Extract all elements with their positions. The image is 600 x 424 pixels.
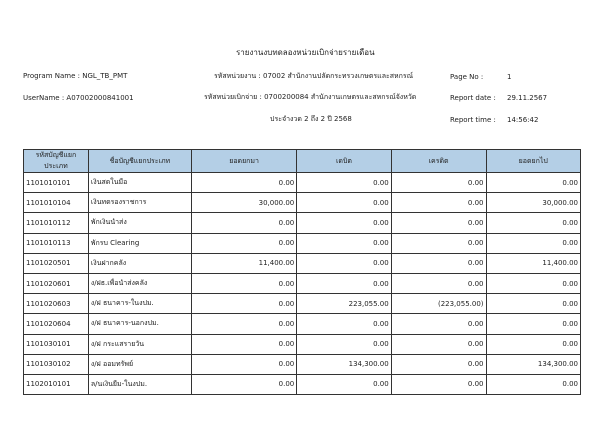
opening-balance-cell: 0.00 bbox=[191, 314, 296, 334]
closing-balance-cell: 0.00 bbox=[486, 213, 580, 233]
account-code-cell: 1102010101 bbox=[24, 374, 89, 394]
account-code-cell: 1101020501 bbox=[24, 253, 89, 273]
account-code-cell: 1101010112 bbox=[24, 213, 89, 233]
disbursement-code: รหัสหน่วยเบิกจ่าย : 0700200084 สำนักงานเกษตรและสหกรณ์จังหวัด bbox=[204, 93, 417, 101]
credit-cell: 0.00 bbox=[391, 273, 486, 293]
table-row bbox=[24, 173, 581, 193]
debit-cell: 0.00 bbox=[297, 233, 391, 253]
credit-cell: 0.00 bbox=[391, 233, 486, 253]
page-label: Page No : bbox=[450, 73, 484, 81]
opening-balance-cell: 0.00 bbox=[191, 233, 296, 253]
closing-balance-cell: 0.00 bbox=[486, 173, 580, 193]
debit-cell: 0.00 bbox=[297, 314, 391, 334]
column-header: เดบิต bbox=[297, 150, 391, 173]
table-row bbox=[24, 213, 581, 233]
credit-cell: 0.00 bbox=[391, 253, 486, 273]
closing-balance-cell: 11,400.00 bbox=[486, 253, 580, 273]
username: UserName : A07002000841001 bbox=[23, 94, 134, 102]
credit-cell: 0.00 bbox=[391, 193, 486, 213]
closing-balance-cell: 0.00 bbox=[486, 334, 580, 354]
debit-cell: 0.00 bbox=[297, 334, 391, 354]
account-name-cell: พักเงินนำส่ง bbox=[88, 213, 191, 233]
account-name-cell: ล/นเงินยืม-ในงปม. bbox=[88, 374, 191, 394]
debit-cell: 0.00 bbox=[297, 374, 391, 394]
table-header-row bbox=[24, 150, 581, 173]
report-date-value: 29.11.2567 bbox=[507, 94, 548, 102]
report-date-label: Report date : bbox=[450, 94, 496, 102]
column-header: ยอดยกไป bbox=[486, 150, 580, 173]
account-code-cell: 1101030102 bbox=[24, 354, 89, 374]
opening-balance-cell: 0.00 bbox=[191, 173, 296, 193]
account-name-cell: ง/ฝ กระแสรายวัน bbox=[88, 334, 191, 354]
report-time-value: 14:56:42 bbox=[507, 116, 539, 124]
credit-cell: 0.00 bbox=[391, 314, 486, 334]
account-name-cell: เงินสดในมือ bbox=[88, 173, 191, 193]
table-row bbox=[24, 314, 581, 334]
opening-balance-cell: 0.00 bbox=[191, 354, 296, 374]
report-period: ประจำงวด 2 ถึง 2 ปี 2568 bbox=[270, 115, 352, 123]
closing-balance-cell: 0.00 bbox=[486, 314, 580, 334]
table-row bbox=[24, 334, 581, 354]
credit-cell: (223,055.00) bbox=[391, 294, 486, 314]
column-header: ยอดยกมา bbox=[191, 150, 296, 173]
opening-balance-cell: 30,000.00 bbox=[191, 193, 296, 213]
account-name-cell: ง/ฝ ธนาคาร-ในงปม. bbox=[88, 294, 191, 314]
program-name: Program Name : NGL_TB_PMT bbox=[23, 72, 128, 80]
report-title: รายงานงบทดลองหน่วยเบิกจ่ายรายเดือน bbox=[236, 48, 375, 57]
closing-balance-cell: 134,300.00 bbox=[486, 354, 580, 374]
debit-cell: 0.00 bbox=[297, 173, 391, 193]
closing-balance-cell: 30,000.00 bbox=[486, 193, 580, 213]
closing-balance-cell: 0.00 bbox=[486, 294, 580, 314]
table-row bbox=[24, 233, 581, 253]
column-header: เครดิต bbox=[391, 150, 486, 173]
credit-cell: 0.00 bbox=[391, 374, 486, 394]
credit-cell: 0.00 bbox=[391, 213, 486, 233]
opening-balance-cell: 0.00 bbox=[191, 273, 296, 293]
account-code-cell: 1101020603 bbox=[24, 294, 89, 314]
dept-code: รหัสหน่วยงาน : 07002 สำนักงานปลัดกระทรวงเกษตรและสหกรณ์ bbox=[214, 72, 414, 80]
account-code-cell: 1101020604 bbox=[24, 314, 89, 334]
credit-cell: 0.00 bbox=[391, 173, 486, 193]
opening-balance-cell: 0.00 bbox=[191, 294, 296, 314]
opening-balance-cell: 0.00 bbox=[191, 334, 296, 354]
account-name-cell: พักรบ Clearing bbox=[88, 233, 191, 253]
report-time-label: Report time : bbox=[450, 116, 496, 124]
debit-cell: 0.00 bbox=[297, 193, 391, 213]
debit-cell: 0.00 bbox=[297, 253, 391, 273]
column-header: รหัสบัญชีแยกประเภท bbox=[24, 150, 89, 173]
table-row bbox=[24, 374, 581, 394]
credit-cell: 0.00 bbox=[391, 354, 486, 374]
debit-cell: 223,055.00 bbox=[297, 294, 391, 314]
debit-cell: 0.00 bbox=[297, 273, 391, 293]
account-name-cell: ง/ฝธ.เพื่อนำส่งคลัง bbox=[88, 273, 191, 293]
debit-cell: 134,300.00 bbox=[297, 354, 391, 374]
debit-cell: 0.00 bbox=[297, 213, 391, 233]
column-header: ชื่อบัญชีแยกประเภท bbox=[88, 150, 191, 173]
account-code-cell: 1101030101 bbox=[24, 334, 89, 354]
credit-cell: 0.00 bbox=[391, 334, 486, 354]
account-code-cell: 1101020601 bbox=[24, 273, 89, 293]
trial-balance-table bbox=[23, 149, 581, 395]
opening-balance-cell: 0.00 bbox=[191, 213, 296, 233]
account-name-cell: เงินทดรองราชการ bbox=[88, 193, 191, 213]
table-row bbox=[24, 354, 581, 374]
closing-balance-cell: 0.00 bbox=[486, 233, 580, 253]
page-value: 1 bbox=[507, 73, 512, 81]
table-row bbox=[24, 294, 581, 314]
account-name-cell: ง/ฝ ธนาคาร-นอกงปม. bbox=[88, 314, 191, 334]
account-code-cell: 1101010101 bbox=[24, 173, 89, 193]
table-row bbox=[24, 273, 581, 293]
table-row bbox=[24, 193, 581, 213]
closing-balance-cell: 0.00 bbox=[486, 273, 580, 293]
account-name-cell: ง/ฝ ออมทรัพย์ bbox=[88, 354, 191, 374]
table-row bbox=[24, 253, 581, 273]
closing-balance-cell: 0.00 bbox=[486, 374, 580, 394]
account-code-cell: 1101010104 bbox=[24, 193, 89, 213]
opening-balance-cell: 0.00 bbox=[191, 374, 296, 394]
account-name-cell: เงินฝากคลัง bbox=[88, 253, 191, 273]
account-code-cell: 1101010113 bbox=[24, 233, 89, 253]
opening-balance-cell: 11,400.00 bbox=[191, 253, 296, 273]
